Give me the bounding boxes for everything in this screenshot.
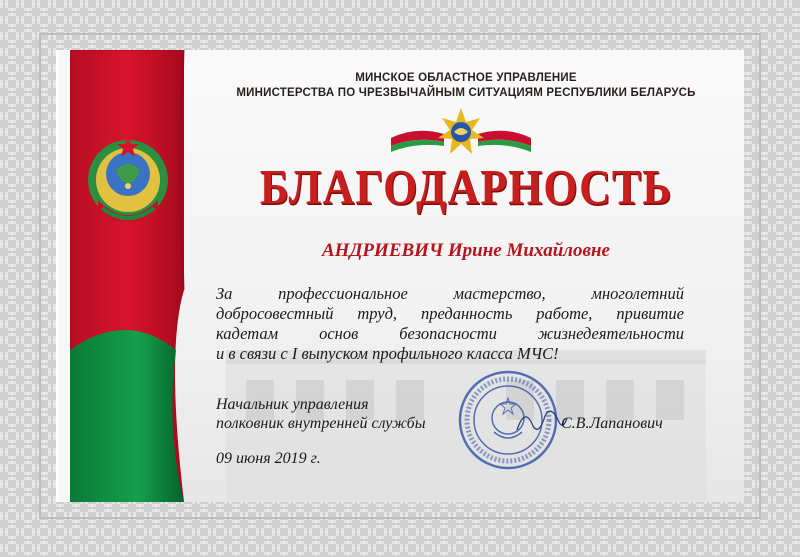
header-line-1: МИНСКОЕ ОБЛАСТНОЕ УПРАВЛЕНИЕ bbox=[355, 72, 577, 84]
issue-date: 09 июня 2019 г. bbox=[216, 450, 321, 467]
body-line: добросовестный труд, преданность работе, привитие bbox=[216, 304, 684, 323]
header-line-2: МИНИСТЕРСТВА ПО ЧРЕЗВЫЧАЙНЫМ СИТУАЦИЯМ РЕСПУБЛИКИ БЕЛАРУСЬ bbox=[236, 87, 696, 99]
document-title: БЛАГОДАРНОСТЬ bbox=[259, 160, 673, 215]
belarus-coat-of-arms-icon bbox=[76, 130, 180, 234]
mchs-emblem-icon bbox=[386, 108, 536, 158]
belarus-flag bbox=[56, 50, 196, 502]
body-line: кадетам основ безопасности жизнедеятельности bbox=[216, 324, 684, 343]
signatory-position-2: полковник внутренней службы bbox=[216, 415, 426, 432]
recipient-name: АНДРИЕВИЧ Ирине Михайловне bbox=[322, 240, 610, 261]
body-text bbox=[216, 284, 684, 364]
certificate-card bbox=[56, 50, 744, 502]
signatory-position-1: Начальник управления bbox=[216, 396, 369, 413]
body-line: За профессиональное мастерство, многолетний bbox=[216, 284, 684, 303]
signatory-name: С.В.Лапанович bbox=[561, 415, 663, 432]
body-line: и в связи с I выпуском профильного класса МЧС! bbox=[216, 344, 559, 363]
